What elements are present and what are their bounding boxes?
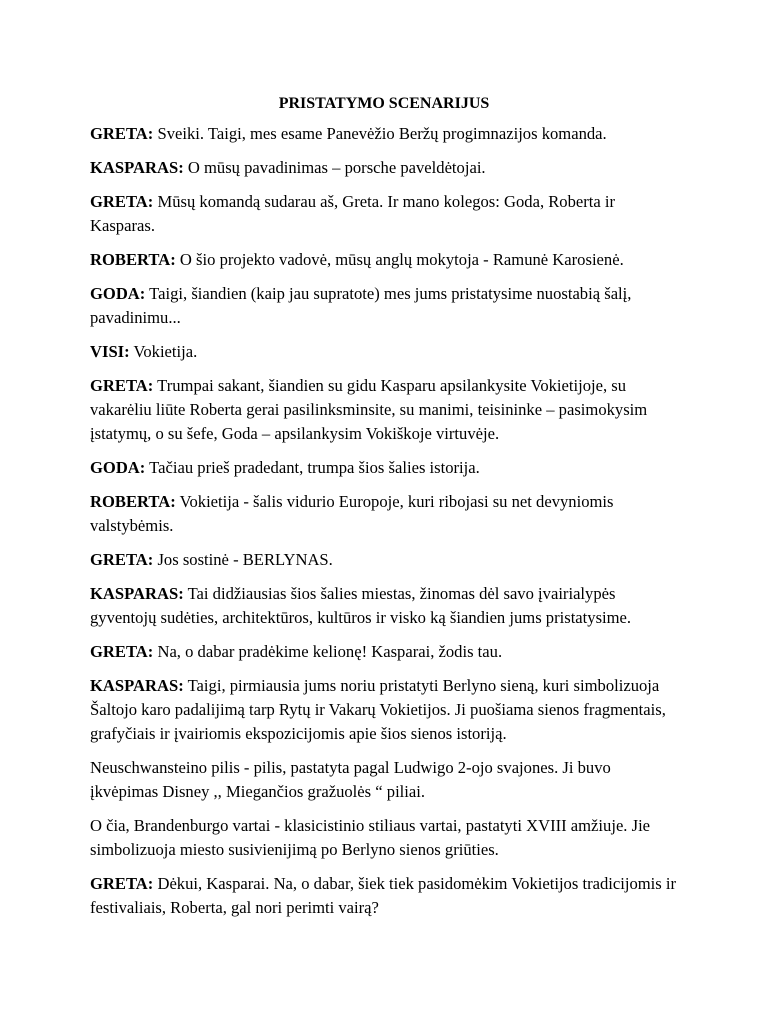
paragraph-text: O čia, Brandenburgo vartai - klasicistinio stiliaus vartai, pastatyti XVIII amžiuje. Jie simbolizuoja miesto susivienijimą po Berlyno sienos griūties. bbox=[90, 816, 651, 859]
paragraph-text: Neuschwansteino pilis - pilis, pastatyta pagal Ludwigo 2-ojo svajones. Ji buvo įkvėpimas Disney ,, Miegančios gražuolės “ piliai. bbox=[90, 758, 611, 801]
speaker-name: GRETA: bbox=[90, 376, 154, 395]
paragraph-text: Tačiau prieš pradedant, trumpa šios šalies istorija. bbox=[145, 458, 480, 477]
paragraph-text: Na, o dabar pradėkime kelionę! Kasparai, žodis tau. bbox=[153, 642, 503, 661]
paragraph bbox=[90, 122, 678, 146]
paragraph-text: Tai didžiausias šios šalies miestas, žinomas dėl savo įvairialypės gyventojų sudėties, architektūros, kultūros ir visko ką šiandien jums pristatysime. bbox=[90, 584, 632, 627]
paragraph bbox=[90, 456, 678, 480]
paragraph bbox=[90, 640, 678, 664]
paragraph-text: Vokietija - šalis vidurio Europoje, kuri ribojasi su net devyniomis valstybėmis. bbox=[90, 492, 614, 535]
paragraph bbox=[90, 872, 678, 920]
speaker-name: GODA: bbox=[90, 284, 146, 303]
paragraph bbox=[90, 490, 678, 538]
paragraph bbox=[90, 156, 678, 180]
speaker-name: GRETA: bbox=[90, 874, 154, 893]
paragraph bbox=[90, 756, 678, 804]
paragraph bbox=[90, 674, 678, 746]
speaker-name: VISI: bbox=[90, 342, 130, 361]
paragraph-text: Mūsų komandą sudarau aš, Greta. Ir mano kolegos: Goda, Roberta ir Kasparas. bbox=[90, 192, 616, 235]
paragraph-text: O mūsų pavadinimas – porsche paveldėtojai. bbox=[183, 158, 486, 177]
paragraph-text: Trumpai sakant, šiandien su gidu Kasparu apsilankysite Vokietijoje, su vakarėliu liūte Roberta gerai pasilinksminsite, su manimi, teisininke – pasimokysim įstatymų, o su šefe, Goda – apsilankysim Vokiškoje virtuvėje. bbox=[90, 376, 648, 443]
speaker-name: ROBERTA: bbox=[90, 250, 176, 269]
paragraph-text: Sveiki. Taigi, mes esame Panevėžio Beržų progimnazijos komanda. bbox=[153, 124, 607, 143]
paragraph bbox=[90, 190, 678, 238]
paragraph bbox=[90, 340, 678, 364]
paragraph bbox=[90, 282, 678, 330]
paragraph bbox=[90, 582, 678, 630]
speaker-name: KASPARAS: bbox=[90, 158, 184, 177]
paragraph-text: Taigi, šiandien (kaip jau supratote) mes jums pristatysime nuostabią šalį, pavadinimu... bbox=[90, 284, 632, 327]
paragraph bbox=[90, 548, 678, 572]
speaker-name: GODA: bbox=[90, 458, 146, 477]
speaker-name: KASPARAS: bbox=[90, 584, 184, 603]
paragraph-text: Taigi, pirmiausia jums noriu pristatyti Berlyno sieną, kuri simbolizuoja Šaltojo karo padalijimą tarp Rytų ir Vakarų Vokietijos. Ji puošiama sienos fragmentais, grafyčiais ir įvairiomis ekspozicijomis apie šios sienos istoriją. bbox=[90, 676, 666, 743]
speaker-name: GRETA: bbox=[90, 124, 154, 143]
paragraph bbox=[90, 814, 678, 862]
speaker-name: ROBERTA: bbox=[90, 492, 176, 511]
speaker-name: GRETA: bbox=[90, 550, 154, 569]
paragraph-text: Dėkui, Kasparai. Na, o dabar, šiek tiek pasidomėkim Vokietijos tradicijomis ir festivaliais, Roberta, gal nori perimti vairą? bbox=[90, 874, 677, 917]
paragraph bbox=[90, 248, 678, 272]
speaker-name: KASPARAS: bbox=[90, 676, 184, 695]
document-title: PRISTATYMO SCENARIJUS bbox=[278, 95, 490, 112]
paragraph-text: Vokietija. bbox=[129, 342, 198, 361]
speaker-name: GRETA: bbox=[90, 192, 154, 211]
speaker-name: GRETA: bbox=[90, 642, 154, 661]
paragraph bbox=[90, 374, 678, 446]
paragraph-text: Jos sostinė - BERLYNAS. bbox=[153, 550, 333, 569]
paragraph-text: O šio projekto vadovė, mūsų anglų mokytoja - Ramunė Karosienė. bbox=[175, 250, 624, 269]
